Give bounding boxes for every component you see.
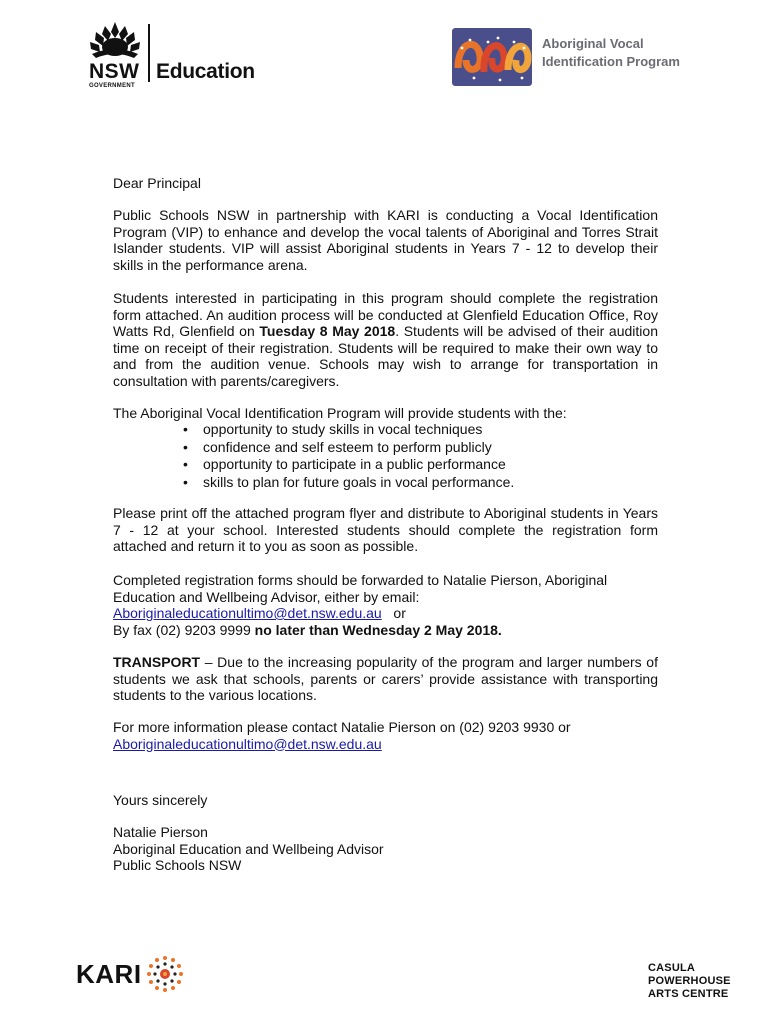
list-item: • skills to plan for future goals in vocal performance. <box>179 474 514 492</box>
signatory-name: Natalie Pierson <box>113 824 208 840</box>
deadline-text: no later than Wednesday 2 May 2018. <box>254 621 502 638</box>
casula-powerhouse-logo <box>648 962 731 1001</box>
transport-heading: TRANSPORT <box>113 654 201 670</box>
salutation: Dear Principal <box>113 175 201 191</box>
paragraph-transport <box>113 654 658 704</box>
contact-email-link[interactable]: Aboriginaleducationultimo@det.nsw.edu.au <box>113 735 382 752</box>
signatory-title: Aboriginal Education and Wellbeing Advisor <box>113 840 384 857</box>
paragraph-forwarding <box>113 572 658 638</box>
casula-line-2: POWERHOUSE <box>648 975 731 987</box>
kari-logo <box>76 955 206 995</box>
list-item: • confidence and self esteem to perform publicly <box>179 439 514 457</box>
signature-block <box>113 824 384 874</box>
closing: Yours sincerely <box>113 792 208 808</box>
nsw-wordmark: NSW <box>89 60 140 83</box>
casula-line-1: CASULA <box>648 962 696 974</box>
benefits-list <box>179 421 514 491</box>
program-title <box>542 35 712 71</box>
nsw-education-logo <box>86 20 256 89</box>
forwarding-line-2: Education and Wellbeing Advisor, either by email: <box>113 588 420 605</box>
program-title-line-2: Identification Program <box>542 54 680 69</box>
education-wordmark: Education <box>156 60 255 83</box>
transport-text: – Due to the increasing popularity of the program and larger numbers of students we ask that schools, parents or carers’ provide assistance with transporting students to the various locations. <box>113 654 658 703</box>
paragraph-program-benefits: The Aboriginal Vocal Identification Program will provide students with the: <box>113 405 567 421</box>
email-link[interactable]: Aboriginaleducationultimo@det.nsw.edu.au <box>113 605 382 621</box>
audition-text-b: . Students will be advised of their audition time on receipt of their registration. Students will be required to make their own way to and from the audition venue. Schools may wish to arrange for transportation in consultation with parents/caregivers. <box>113 323 658 389</box>
signatory-organisation: Public Schools NSW <box>113 857 242 873</box>
casula-line-3: ARTS CENTRE <box>648 988 729 1000</box>
list-item: • opportunity to study skills in vocal techniques <box>179 421 514 439</box>
or-text: or <box>393 605 406 621</box>
paragraph-contact <box>113 719 658 752</box>
program-title-line-1: Aboriginal Vocal <box>542 36 644 51</box>
audition-date: Tuesday 8 May 2018 <box>259 323 396 339</box>
paragraph-audition <box>113 290 658 389</box>
paragraph-flyer: Please print off the attached program flyer and distribute to Aboriginal students in Years 7 - 12 at your school. Interested students should complete the registration form attached and return it to you as soon as possible. <box>113 505 658 554</box>
nsw-government-label: GOVERNMENT <box>89 83 136 89</box>
fax-text: By fax (02) 9203 9999 <box>113 621 255 638</box>
fax-line <box>113 622 658 639</box>
dot-circle-icon <box>146 955 184 993</box>
audition-text-a: Students interested in participating in this program should complete the registration form attached. An audition process will be conducted at Glenfield Education Office, Roy Watts Rd, Glenfield on <box>113 290 658 339</box>
paragraph-introduction: Public Schools NSW in partnership with KARI is conducting a Vocal Identification Program (VIP) to enhance and develop the vocal talents of Aboriginal and Torres Strait Islander students. VIP will assist Aboriginal students in Years 7 - 12 to develop their skills in the performance arena. <box>113 207 658 273</box>
kari-wordmark: KARI <box>76 959 142 989</box>
list-item: • opportunity to participate in a public performance <box>179 456 514 474</box>
aboriginal-art-logo-icon <box>452 28 532 86</box>
logo-divider <box>148 24 150 82</box>
contact-text: For more information please contact Natalie Pierson on (02) 9203 9930 or <box>113 719 571 735</box>
forwarding-line-1: Completed registration forms should be forwarded to Natalie Pierson, Aboriginal <box>113 572 608 588</box>
forwarding-email-line <box>113 605 658 622</box>
